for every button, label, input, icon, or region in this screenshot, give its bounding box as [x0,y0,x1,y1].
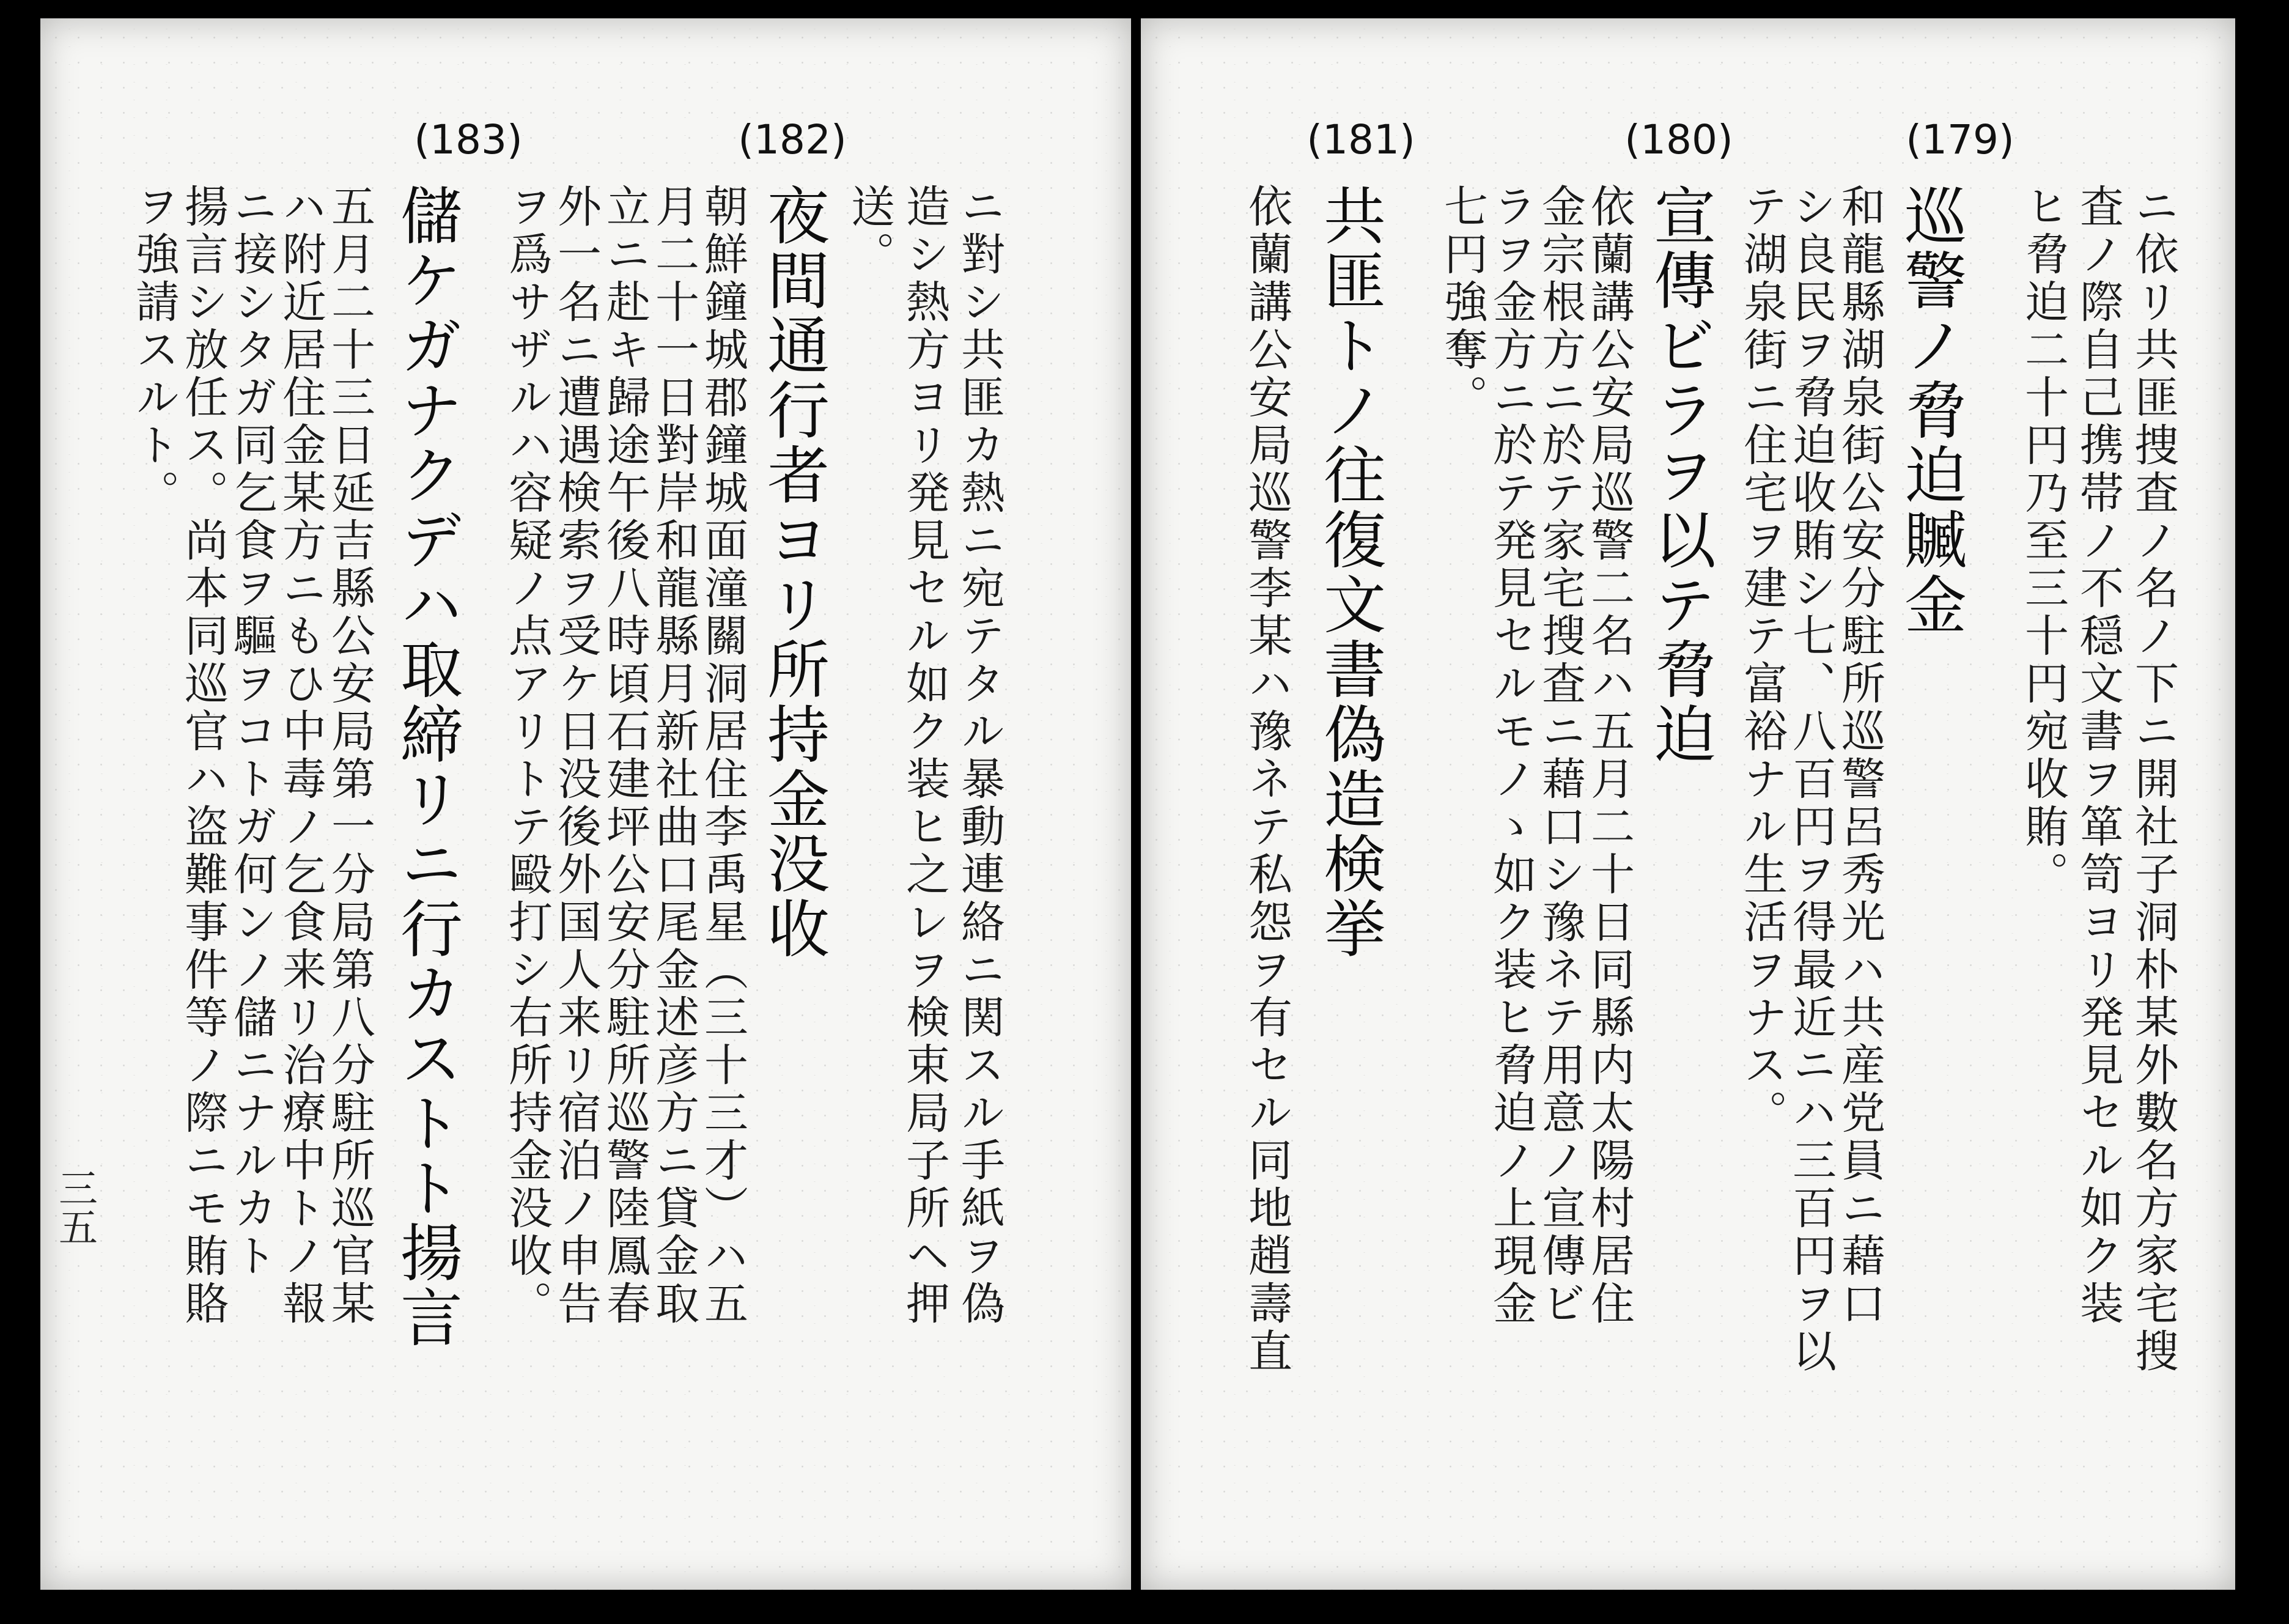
section-number: (179) [1906,116,2014,163]
text-line: 査ノ際自己携帯ノ不穏文書ヲ箪笥ヨリ発見セル如ク装 [2073,183,2124,1328]
section-title: 宣傳ビラヲ以テ脅迫 [1643,183,1716,767]
text-line: 送。 [844,183,895,279]
section-title: 共匪トノ往復文書偽造検挙 [1313,183,1386,961]
section-title: 儲ケガナクデハ取締リニ行カストト揚言 [390,183,463,1350]
text-line: 依蘭講公安局巡警李某ハ豫ネテ私怨ヲ有セル同地趙壽直 [1241,183,1292,1376]
left-page [40,18,1131,1590]
text-line: 立ニ赴キ歸途午後八時頃石建坪公安分駐所巡警陸鳳春 [599,183,651,1328]
text-line: ニ對シ共匪カ熱ニ宛テタル暴動連絡ニ関スル手紙ヲ偽 [954,183,1005,1328]
text-line: 和龍縣湖泉街公安分駐所巡警呂秀光ハ共産党員ニ藉口 [1834,183,1885,1328]
text-line: ヲ爲サザルハ容疑ノ点アリトテ毆打シ右所持金没收。 [501,183,553,1328]
section-number: (181) [1307,116,1415,163]
text-line: 依蘭講公安局巡警二名ハ五月二十日同縣内太陽村居住 [1583,183,1635,1328]
text-line: 月二十一日對岸和龍縣月新社曲口尾金述彦方ニ貸金取 [648,183,699,1328]
text-line: 七円強奪。 [1437,183,1488,422]
text-line: ヒ脅迫二十円乃至三十円宛收賄。 [2018,183,2069,899]
text-line: ニ依リ共匪捜査ノ名ノ下ニ開社子洞朴某外數名方家宅搜 [2128,183,2179,1376]
text-line: テ湖泉街ニ住宅ヲ建テ富裕ナル生活ヲナス。 [1736,183,1788,1137]
text-line: 五月二十三日延吉縣公安局第一分局第八分駐所巡官某 [324,183,375,1328]
section-number: (183) [414,116,523,163]
section-title: 夜間通行者ヨリ所持金没收 [757,183,830,961]
text-line: ハ附近居住金某方ニもひ中毒ノ乞食来リ治療中トノ報 [275,183,326,1328]
text-line: シ良民ヲ脅迫收賄シ七、八百円ヲ得最近ニハ三百円ヲ以 [1785,183,1837,1376]
text-line: 揚言シ放任ス。尚本同巡官ハ盗難事件等ノ際ニモ賄賂 [177,183,229,1328]
text-line: ヲ強請スルト。 [128,183,180,517]
text-line: 朝鮮鐘城郡鐘城面潼關洞居住李禹星（三十三才）ハ五 [697,183,748,1328]
text-line: 外一名ニ遭遇検索ヲ受ケ日没後外国人来リ宿泊ノ申告 [550,183,602,1328]
section-number: (180) [1624,116,1733,163]
text-line: ニ接シタガ同乞食ヲ驅ヲコトガ何ンノ儲ニナルカト [226,183,278,1280]
right-page [1141,18,2235,1590]
text-line: ラヲ金方ニ於テ発見セルモノゝ如ク装ヒ脅迫ノ上現金 [1486,183,1537,1328]
text-line: 金宗根方ニ於テ家宅搜査ニ藉口シ豫ネテ用意ノ宣傳ビ [1535,183,1586,1328]
text-line: 造シ熱方ヨリ発見セル如ク装ヒ之レヲ検束局子所ヘ押 [899,183,950,1328]
page-margin-mark: 三五 [52,1168,97,1246]
section-number: (182) [738,116,847,163]
section-title: 巡警ノ脅迫贓金 [1894,183,1967,637]
